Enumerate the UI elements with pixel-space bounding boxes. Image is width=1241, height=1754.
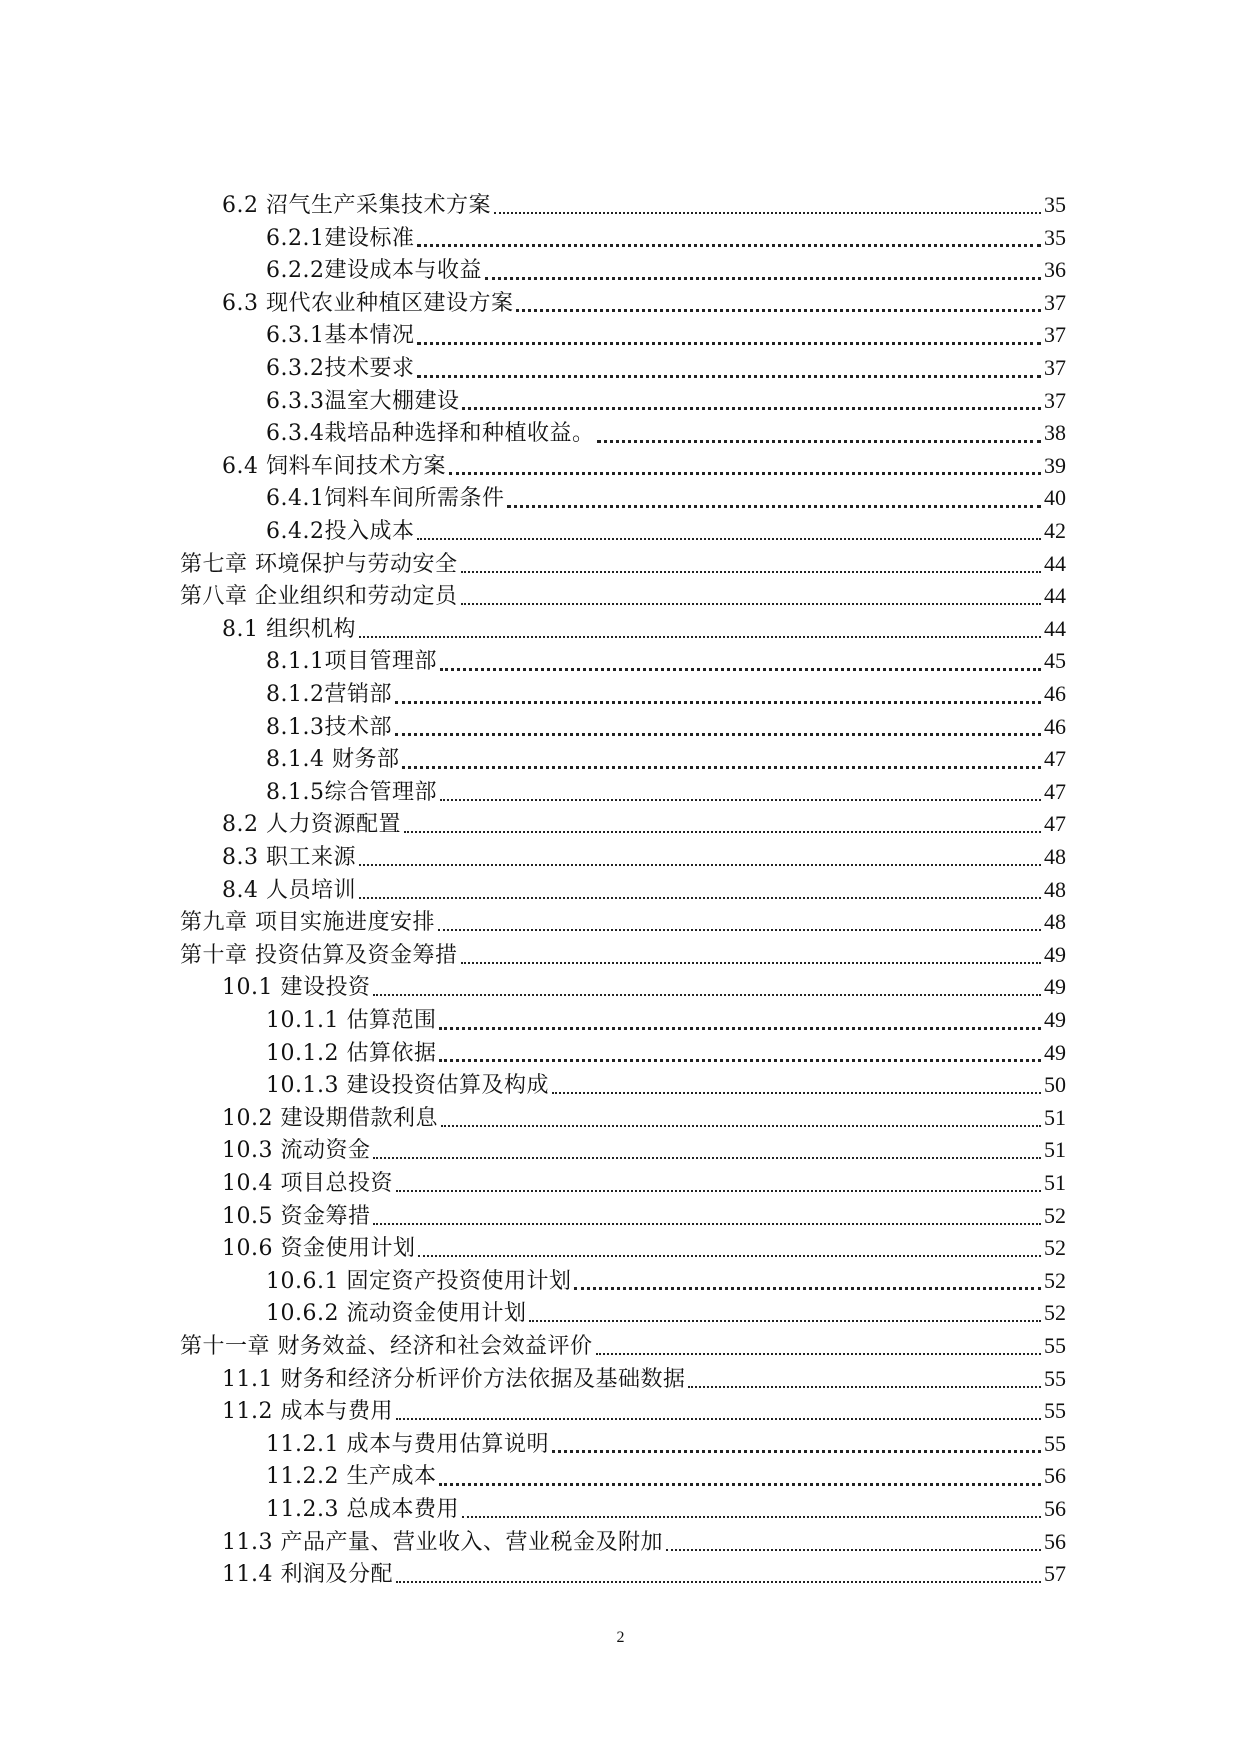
toc-entry-title: 8.1.5综合管理部 xyxy=(266,779,437,805)
toc-leader-dots xyxy=(417,244,1041,247)
toc-entry[interactable] xyxy=(266,319,1066,351)
toc-entry-title: 10.4 项目总投资 xyxy=(222,1171,393,1196)
toc-entry-title: 10.6 资金使用计划 xyxy=(222,1236,416,1262)
toc-leader-dots xyxy=(439,1483,1041,1486)
toc-entry-title: 10.6.1 固定资产投资使用计划 xyxy=(266,1268,572,1294)
toc-entry-title: 11.3 产品产量、营业收入、营业税金及附加 xyxy=(222,1529,663,1555)
toc-leader-dots xyxy=(404,831,1041,833)
toc-entry-page-number: 46 xyxy=(1044,681,1066,706)
toc-entry-page-number: 39 xyxy=(1044,452,1066,478)
toc-entry[interactable] xyxy=(266,1428,1066,1460)
toc-entry-page-number: 49 xyxy=(1044,974,1066,1000)
toc-entry[interactable] xyxy=(266,1265,1066,1297)
toc-entry-page-number: 42 xyxy=(1044,518,1066,543)
toc-entry-page-number: 57 xyxy=(1044,1561,1066,1587)
toc-entry[interactable] xyxy=(266,1460,1066,1492)
toc-entry-page-number: 47 xyxy=(1044,778,1066,804)
toc-entry-page-number: 37 xyxy=(1044,322,1066,348)
toc-entry[interactable] xyxy=(180,580,1066,612)
toc-leader-dots xyxy=(395,701,1041,704)
toc-entry-page-number: 49 xyxy=(1044,1039,1066,1065)
toc-entry-page-number: 52 xyxy=(1044,1267,1066,1293)
toc-entry[interactable] xyxy=(266,645,1066,677)
toc-entry-title: 8.1.1项目管理部 xyxy=(266,649,437,675)
toc-entry-page-number: 35 xyxy=(1044,192,1066,217)
toc-entry-page-number: 55 xyxy=(1044,1430,1066,1456)
toc-entry[interactable] xyxy=(222,1200,1066,1232)
toc-entry[interactable] xyxy=(266,1297,1066,1329)
toc-leader-dots xyxy=(596,1353,1042,1355)
toc-entry-page-number: 56 xyxy=(1044,1463,1066,1489)
toc-leader-dots xyxy=(516,309,1041,312)
toc-entry-title: 10.2 建设期借款利息 xyxy=(222,1105,438,1131)
toc-entry[interactable] xyxy=(222,1232,1066,1264)
toc-leader-dots xyxy=(529,1320,1041,1322)
page-number: 2 xyxy=(616,1629,625,1646)
toc-entry[interactable] xyxy=(222,1167,1066,1199)
toc-entry-title: 6.4.1饲料车间所需条件 xyxy=(266,486,505,512)
toc-entry-page-number: 48 xyxy=(1044,909,1066,935)
toc-entry[interactable] xyxy=(266,254,1066,286)
toc-entry[interactable] xyxy=(222,1363,1066,1395)
toc-leader-dots xyxy=(396,1418,1041,1420)
toc-leader-dots xyxy=(449,472,1041,475)
toc-leader-dots xyxy=(440,668,1041,671)
toc-entry[interactable] xyxy=(266,1037,1066,1069)
toc-entry-page-number: 37 xyxy=(1044,387,1066,413)
toc-leader-dots xyxy=(417,342,1041,345)
toc-entry[interactable] xyxy=(222,874,1066,906)
toc-leader-dots xyxy=(417,375,1041,378)
toc-entry-page-number: 44 xyxy=(1044,615,1066,641)
toc-leader-dots xyxy=(461,603,1042,605)
toc-entry-title: 6.2.2建设成本与收益 xyxy=(266,258,482,284)
toc-leader-dots xyxy=(494,212,1041,214)
toc-entry-title: 8.1 组织机构 xyxy=(222,616,356,642)
toc-entry-page-number: 47 xyxy=(1044,811,1066,837)
toc-leader-dots xyxy=(396,1581,1041,1583)
toc-entry-title: 6.3.2技术要求 xyxy=(266,356,415,381)
toc-leader-dots xyxy=(359,897,1041,899)
toc-leader-dots xyxy=(395,733,1041,736)
toc-leader-dots xyxy=(438,929,1041,931)
toc-leader-dots xyxy=(417,538,1041,540)
toc-entry[interactable] xyxy=(266,1493,1066,1525)
toc-entry-title: 8.4 人员培训 xyxy=(222,877,356,903)
toc-entry-title: 6.3 现代农业种植区建设方案 xyxy=(222,290,514,316)
toc-entry-page-number: 46 xyxy=(1044,713,1066,739)
toc-leader-dots xyxy=(373,1157,1041,1159)
toc-entry[interactable] xyxy=(266,711,1066,743)
toc-entry-title: 10.6.2 流动资金使用计划 xyxy=(266,1301,527,1327)
toc-entry-title: 11.2.1 成本与费用估算说明 xyxy=(266,1431,549,1457)
toc-leader-dots xyxy=(666,1549,1041,1551)
toc-entry-page-number: 55 xyxy=(1044,1365,1066,1391)
toc-entry-page-number: 51 xyxy=(1044,1170,1066,1195)
toc-entry-page-number: 48 xyxy=(1044,876,1066,902)
toc-entry-page-number: 48 xyxy=(1044,844,1066,869)
toc-entry-title: 11.1 财务和经济分析评价方法依据及基础数据 xyxy=(222,1366,686,1392)
toc-leader-dots xyxy=(373,994,1041,996)
toc-entry-title: 10.1.3 建设投资估算及构成 xyxy=(266,1073,549,1099)
toc-entry[interactable] xyxy=(266,417,1066,449)
toc-entry-title: 第七章 环境保护与劳动安全 xyxy=(180,551,458,577)
toc-leader-dots xyxy=(461,962,1042,964)
toc-leader-dots xyxy=(373,1223,1041,1225)
toc-entry-page-number: 37 xyxy=(1044,355,1066,380)
toc-leader-dots xyxy=(597,440,1041,443)
toc-leader-dots xyxy=(359,636,1041,638)
toc-entry-page-number: 51 xyxy=(1044,1104,1066,1130)
toc-entry-title: 6.3.1基本情况 xyxy=(266,323,415,349)
toc-leader-dots xyxy=(439,1027,1041,1030)
toc-entry-page-number: 51 xyxy=(1044,1137,1066,1163)
toc-entry[interactable] xyxy=(266,385,1066,417)
toc-entry-page-number: 56 xyxy=(1044,1528,1066,1554)
toc-leader-dots xyxy=(552,1092,1041,1094)
toc-entry-page-number: 37 xyxy=(1044,289,1066,315)
toc-entry-title: 8.1.2营销部 xyxy=(266,682,392,707)
toc-leader-dots xyxy=(441,1125,1041,1127)
toc-entry-title: 10.1.1 估算范围 xyxy=(266,1008,437,1033)
toc-entry-title: 8.1.4 财务部 xyxy=(266,747,400,773)
toc-entry[interactable] xyxy=(222,613,1066,645)
toc-entry-title: 10.3 流动资金 xyxy=(222,1138,371,1164)
toc-entry[interactable] xyxy=(222,841,1066,873)
toc-entry[interactable] xyxy=(222,808,1066,840)
toc-entry-title: 10.1 建设投资 xyxy=(222,975,371,1001)
toc-entry[interactable] xyxy=(222,450,1066,482)
toc-leader-dots xyxy=(402,766,1041,769)
toc-entry[interactable] xyxy=(266,1069,1066,1101)
toc-leader-dots xyxy=(574,1287,1041,1290)
toc-entry[interactable] xyxy=(266,1004,1066,1036)
toc-leader-dots xyxy=(507,505,1041,508)
toc-entry[interactable] xyxy=(180,1330,1066,1362)
toc-leader-dots xyxy=(461,571,1042,573)
toc-entry-title: 6.2 沼气生产采集技术方案 xyxy=(222,193,491,218)
toc-entry-page-number: 52 xyxy=(1044,1235,1066,1261)
toc-entry-page-number: 38 xyxy=(1044,420,1066,446)
toc-entry-title: 第十章 投资估算及资金筹措 xyxy=(180,942,458,968)
toc-entry-page-number: 52 xyxy=(1044,1202,1066,1228)
toc-entry[interactable] xyxy=(222,1395,1066,1427)
toc-entry-title: 10.5 资金筹措 xyxy=(222,1203,371,1229)
toc-entry-page-number: 49 xyxy=(1044,941,1066,967)
toc-leader-dots xyxy=(485,277,1041,280)
toc-entry-title: 11.2.2 生产成本 xyxy=(266,1464,437,1490)
toc-entry[interactable] xyxy=(266,743,1066,775)
toc-leader-dots xyxy=(418,1255,1041,1257)
toc-entry-title: 6.3.3温室大棚建设 xyxy=(266,388,460,414)
toc-entry[interactable] xyxy=(222,287,1066,319)
toc-entry[interactable] xyxy=(180,939,1066,971)
toc-leader-dots xyxy=(439,1059,1041,1062)
toc-entry-page-number: 49 xyxy=(1044,1007,1066,1032)
toc-entry[interactable] xyxy=(266,352,1066,384)
toc-entry[interactable] xyxy=(222,1102,1066,1134)
toc-leader-dots xyxy=(552,1450,1041,1453)
toc-leader-dots xyxy=(688,1386,1041,1388)
toc-entry[interactable] xyxy=(222,1558,1066,1590)
toc-entry-page-number: 55 xyxy=(1044,1333,1066,1358)
toc-entry-page-number: 47 xyxy=(1044,746,1066,772)
toc-entry-page-number: 40 xyxy=(1044,485,1066,511)
toc-entry[interactable] xyxy=(266,222,1066,254)
toc-leader-dots xyxy=(462,1516,1041,1518)
toc-entry-title: 8.3 职工来源 xyxy=(222,845,356,870)
toc-entry-page-number: 35 xyxy=(1044,224,1066,250)
toc-entry-title: 第九章 项目实施进度安排 xyxy=(180,910,435,936)
toc-entry-page-number: 56 xyxy=(1044,1496,1066,1521)
toc-entry[interactable] xyxy=(222,1526,1066,1558)
toc-entry-page-number: 55 xyxy=(1044,1398,1066,1424)
toc-entry[interactable] xyxy=(180,906,1066,938)
toc-entry-page-number: 45 xyxy=(1044,648,1066,674)
toc-entry-title: 11.2 成本与费用 xyxy=(222,1399,393,1425)
toc-entry-title: 8.1.3技术部 xyxy=(266,714,392,740)
toc-entry[interactable] xyxy=(222,1134,1066,1166)
toc-entry[interactable] xyxy=(180,548,1066,580)
toc-entry[interactable] xyxy=(222,189,1066,221)
toc-entry-page-number: 50 xyxy=(1044,1072,1066,1098)
toc-entry-page-number: 36 xyxy=(1044,257,1066,283)
toc-leader-dots xyxy=(359,864,1041,866)
toc-entry[interactable] xyxy=(266,678,1066,710)
toc-leader-dots xyxy=(396,1190,1041,1192)
toc-entry-title: 第十一章 财务效益、经济和社会效益评价 xyxy=(180,1334,593,1359)
toc-entry[interactable] xyxy=(266,515,1066,547)
toc-entry-page-number: 44 xyxy=(1044,550,1066,576)
toc-entry-title: 6.3.4栽培品种选择和种植收益。 xyxy=(266,421,595,447)
toc-leader-dots xyxy=(440,799,1041,801)
toc-entry-title: 6.4 饲料车间技术方案 xyxy=(222,453,446,479)
toc-entry[interactable] xyxy=(222,971,1066,1003)
toc-entry-title: 11.4 利润及分配 xyxy=(222,1562,393,1588)
toc-entry-title: 第八章 企业组织和劳动定员 xyxy=(180,584,458,610)
toc-entry-title: 6.2.1建设标准 xyxy=(266,225,415,251)
toc-entry[interactable] xyxy=(266,482,1066,514)
toc-entry-title: 6.4.2投入成本 xyxy=(266,519,415,544)
toc-entry-title: 11.2.3 总成本费用 xyxy=(266,1497,459,1522)
toc-entry-title: 10.1.2 估算依据 xyxy=(266,1040,437,1066)
toc-entry[interactable] xyxy=(266,776,1066,808)
toc-leader-dots xyxy=(462,407,1041,410)
toc-entry-title: 8.2 人力资源配置 xyxy=(222,812,401,838)
toc-entry-page-number: 52 xyxy=(1044,1300,1066,1326)
toc-entry-page-number: 44 xyxy=(1044,583,1066,609)
